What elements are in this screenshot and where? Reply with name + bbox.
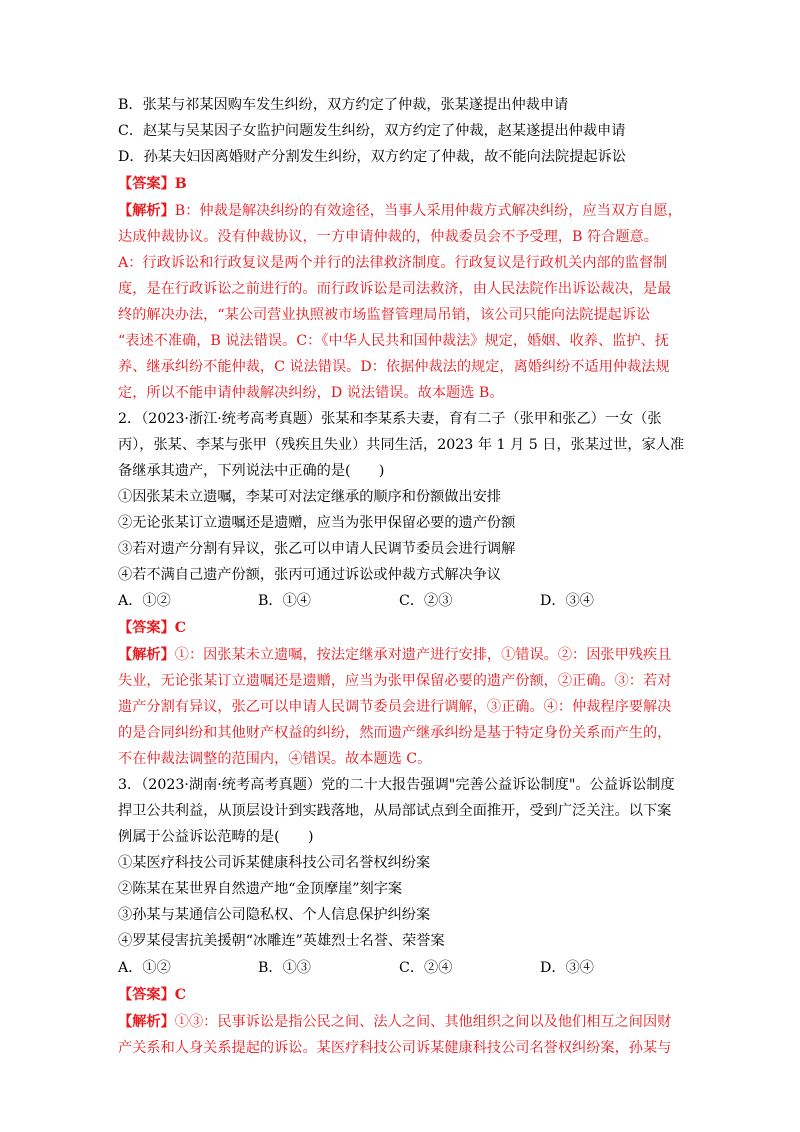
q1-analysis-line: A：行政诉讼和行政复议是两个并行的法律救济制度。行政复议是行政机关内部的监督制 bbox=[118, 255, 668, 271]
analysis-tag: 【解析】 bbox=[118, 1014, 175, 1030]
q1-option-c: C．赵某与吴某因子女监护问题发生纠纷，双方约定了仲裁，赵某遂提出仲裁申请 bbox=[118, 123, 626, 139]
q1-option-d: D．孙某夫妇因离婚财产分割发生纠纷，双方约定了仲裁，故不能向法院提起诉讼 bbox=[118, 149, 626, 165]
answer-value: B bbox=[174, 176, 187, 192]
q2-choice-b: B．①④ bbox=[258, 593, 311, 609]
analysis-text: ①：因张某未立遗嘱，按法定继承对遗产进行安排，①错误。②：因张甲残疾且 bbox=[174, 647, 672, 663]
q3-choice-a: A．①② bbox=[118, 960, 171, 976]
answer-value: C bbox=[174, 987, 187, 1003]
analysis-text: B：仲裁是解决纠纷的有效途径，当事人采用仲裁方式解决纠纷，应当双方自愿， bbox=[174, 203, 682, 219]
q2-choice-d: D．③④ bbox=[540, 593, 594, 609]
q3-stem-line: 3．（2023·湖南·统考高考真题）党的二十大报告强调"完善公益诉讼制度"。公益诉讼制度 bbox=[118, 777, 675, 793]
q3-analysis-line bbox=[118, 1009, 671, 1035]
q2-statement: ①因张某未立遗嘱，李某可对法定继承的顺序和份额做出安排 bbox=[118, 489, 502, 505]
q2-statement: ②无论张某订立遗嘱还是遗赠，应当为张甲保留必要的遗产份额 bbox=[118, 515, 516, 531]
q3-choice-b: B．①③ bbox=[258, 960, 311, 976]
q3-statement: ②陈某在某世界自然遗产地“金顶摩崖”刻字案 bbox=[118, 881, 403, 897]
q1-analysis-line bbox=[118, 198, 682, 224]
q2-choice-c: C．②③ bbox=[399, 593, 453, 609]
q2-answer bbox=[118, 615, 186, 641]
q2-stem-line: 丙），张某、李某与张甲（残疾且失业）共同生活，2023 年 1 月 5 日，张某过世，家人准 bbox=[118, 437, 685, 453]
q2-stem-line: 备继承其遗产，下列说法中正确的是( ) bbox=[118, 463, 385, 479]
q3-statement: ④罗某侵害抗美援朝“冰雕连”英雄烈士名誉、荣誉案 bbox=[118, 933, 445, 949]
q3-statement: ③孙某与某通信公司隐私权、个人信息保护纠纷案 bbox=[118, 907, 431, 923]
q3-choices bbox=[118, 955, 718, 981]
q3-analysis-line: 产关系和人身关系提起的诉讼。某医疗科技公司诉某健康科技公司名誉权纠纷案，孙某与 bbox=[118, 1040, 672, 1056]
q2-analysis-line: 失业，无论张某订立遗嘱还是遗赠，应当为张甲保留必要的遗产份额，②正确。③：若对 bbox=[118, 673, 672, 689]
q2-choice-a: A．①② bbox=[118, 593, 171, 609]
q3-stem-line: 例属于公益诉讼范畴的是( ) bbox=[118, 829, 314, 845]
q1-analysis-line: 养、继承纠纷不能仲裁，C 说法错误。D：依据仲裁法的规定，离婚纠纷不适用仲裁法规 bbox=[118, 359, 670, 375]
analysis-tag: 【解析】 bbox=[118, 647, 175, 663]
q1-option-b: B．张某与祁某因购车发生纠纷，双方约定了仲裁，张某遂提出仲裁申请 bbox=[118, 97, 569, 113]
q2-statement: ④若不满自己遗产份额，张丙可通过诉讼或仲裁方式解决争议 bbox=[118, 567, 502, 583]
q2-analysis-line: 不在仲裁法调整的范围内，④错误。故本题选 C。 bbox=[118, 751, 432, 767]
q2-analysis-line: 遗产分割有异议，张乙可以申请人民调节委员会进行调解，③正确。④：仲裁程序要解决 bbox=[118, 699, 672, 715]
analysis-tag: 【解析】 bbox=[118, 203, 175, 219]
q1-analysis-line: 度，是在行政诉讼之前进行的。而行政诉讼是司法救济，由人民法院作出诉讼裁决，是最 bbox=[118, 281, 672, 297]
answer-value: C bbox=[174, 620, 187, 636]
q2-analysis-line bbox=[118, 642, 671, 668]
q2-stem-line: 2．（2023·浙江·统考高考真题）张某和李某系夫妻，育有二子（张甲和张乙）一女（张 bbox=[118, 411, 662, 427]
q1-analysis-line: “表述不准确，B 说法错误。C：《中华人民共和国仲裁法》规定，婚姻、收养、监护、抚 bbox=[118, 333, 669, 349]
q3-stem-line: 捍卫公共利益，从顶层设计到实践落地，从局部试点到全面推开，受到广泛关注。以下案 bbox=[118, 803, 672, 819]
q1-analysis-line: 定，所以不能申请仲裁解决纠纷，D 说法错误。故本题选 B。 bbox=[118, 385, 504, 401]
q2-choices bbox=[118, 588, 718, 614]
answer-tag: 【答案】 bbox=[118, 176, 175, 192]
q3-statement: ①某医疗科技公司诉某健康科技公司名誉权纠纷案 bbox=[118, 855, 431, 871]
q3-choice-d: D．③④ bbox=[540, 960, 594, 976]
q1-analysis-line: 终的解决办法，“某公司营业执照被市场监督管理局吊销，该公司只能向法院提起诉讼 bbox=[118, 307, 651, 323]
q3-answer bbox=[118, 982, 186, 1008]
q1-analysis-line: 达成仲裁协议。没有仲裁协议，一方申请仲裁的，仲裁委员会不予受理，B 符合题意。 bbox=[118, 229, 658, 245]
q1-answer bbox=[118, 171, 187, 197]
analysis-text: ①③：民事诉讼是指公民之间、法人之间、其他组织之间以及他们相互之间因财 bbox=[174, 1014, 672, 1030]
q3-choice-c: C．②④ bbox=[399, 960, 453, 976]
q2-analysis-line: 的是合同纠纷和其他财产权益的纠纷，然而遗产继承纠纷是基于特定身份关系而产生的， bbox=[118, 725, 672, 741]
answer-tag: 【答案】 bbox=[118, 987, 175, 1003]
answer-tag: 【答案】 bbox=[118, 620, 175, 636]
q2-statement: ③若对遗产分割有异议，张乙可以申请人民调节委员会进行调解 bbox=[118, 541, 516, 557]
